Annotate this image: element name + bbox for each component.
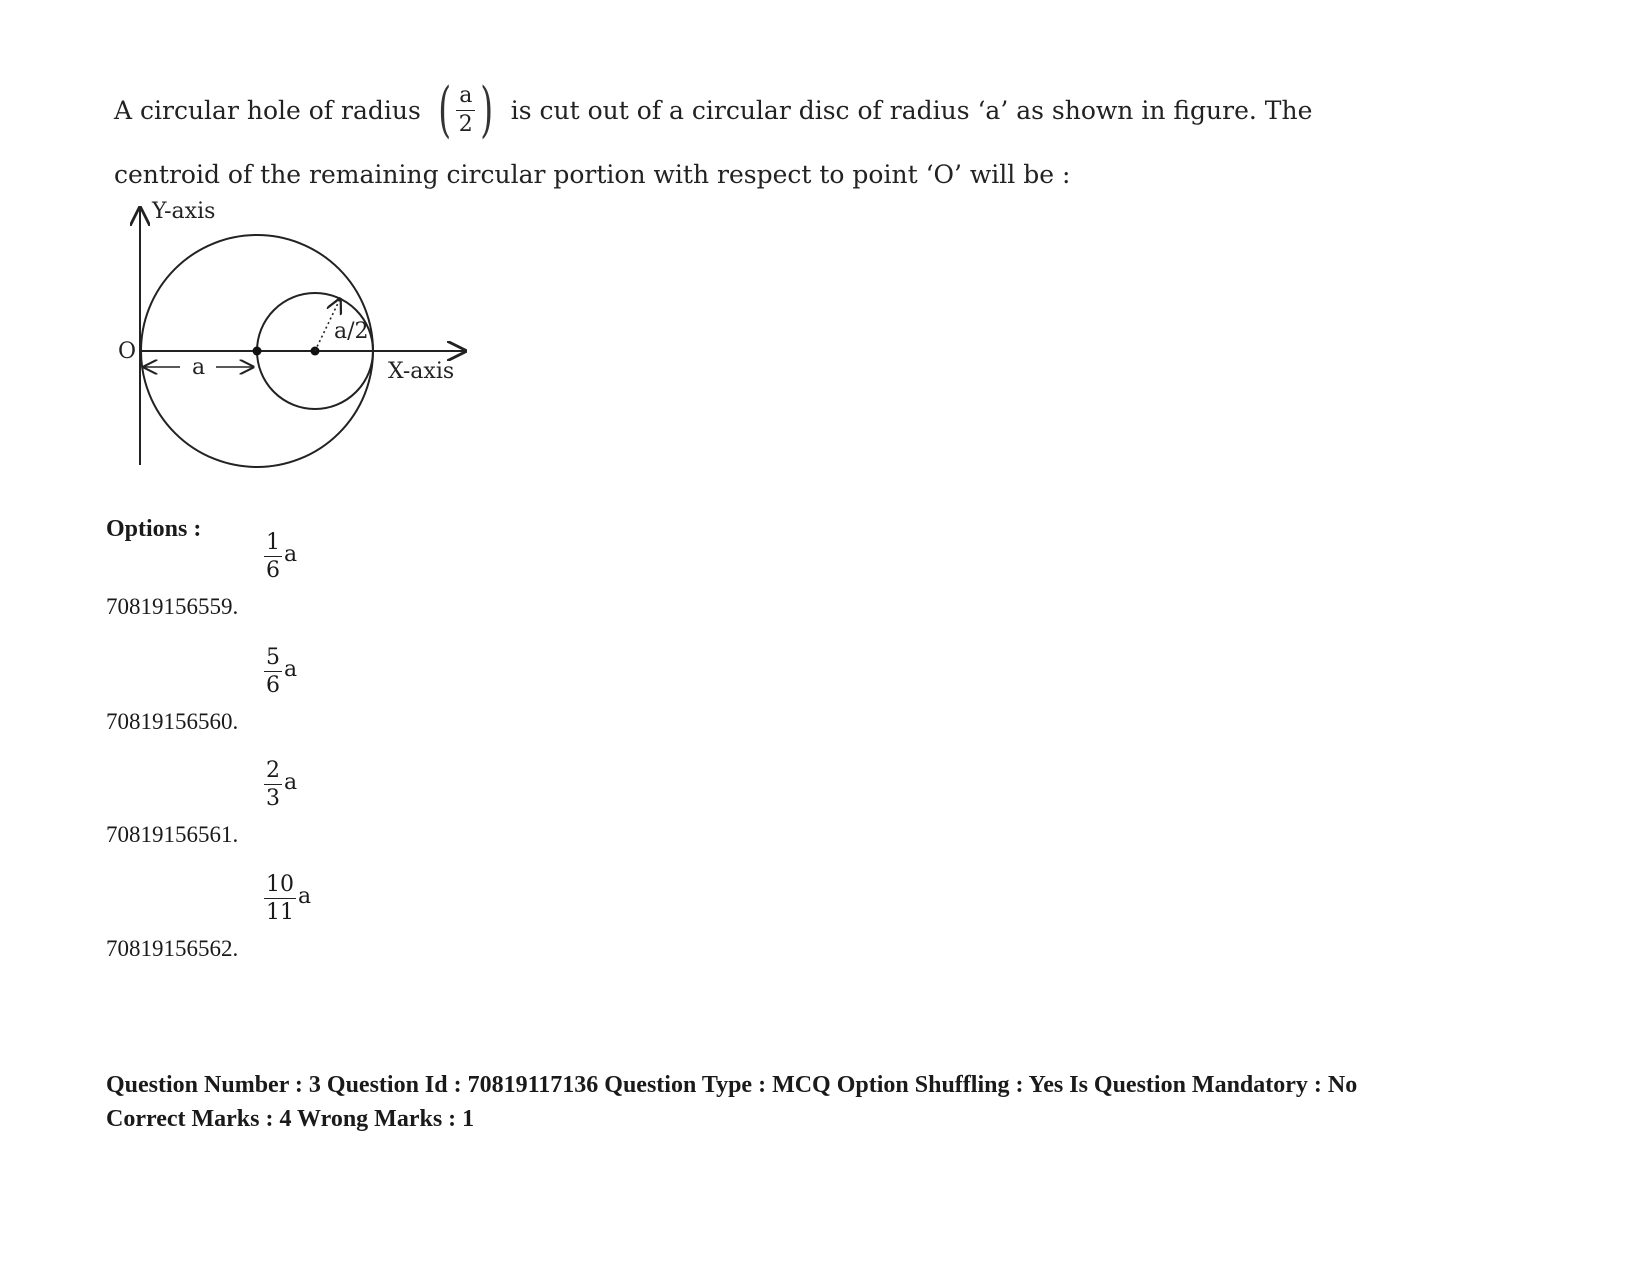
radius-denominator: 2 — [458, 111, 473, 137]
hole-radius-label: a/2 — [334, 319, 369, 344]
option-expression — [264, 530, 297, 584]
option-numerator: 5 — [264, 645, 282, 672]
option-variable: a — [298, 884, 312, 910]
option-denominator: 6 — [266, 558, 280, 584]
option-fraction — [264, 872, 296, 926]
option-numerator: 10 — [264, 872, 296, 899]
option-fraction — [264, 645, 282, 699]
option-numerator: 1 — [264, 530, 282, 557]
disc-figure — [110, 200, 510, 500]
option-id: 70819156560. — [106, 709, 239, 734]
option-expression — [264, 758, 297, 812]
question-text-before: A circular hole of radius — [114, 95, 421, 125]
disc-diagram — [110, 200, 510, 500]
y-axis-label: Y-axis — [152, 199, 216, 224]
radius-fraction-body — [456, 84, 475, 135]
question-line-1 — [114, 72, 1414, 148]
option-4[interactable] — [106, 872, 606, 962]
radius-fraction — [433, 75, 499, 145]
option-id: 70819156562. — [106, 936, 239, 961]
question-meta — [106, 1068, 1357, 1136]
question-line-2: centroid of the remaining circular portion with respect to point ‘O’ will be : — [114, 160, 1071, 189]
right-paren: ) — [480, 75, 494, 145]
option-expression — [264, 645, 297, 699]
options-label: Options : — [106, 516, 202, 542]
option-2[interactable] — [106, 645, 606, 735]
question-text-after: is cut out of a circular disc of radius ‘a’ as shown in figure. The — [510, 95, 1313, 125]
option-variable: a — [284, 770, 298, 796]
origin-label: O — [118, 339, 137, 364]
x-axis-label: X-axis — [388, 359, 455, 384]
question-meta-line-1: Question Number : 3 Question Id : 70819117136 Question Type : MCQ Option Shuffling : Yes Is Question Mandatory : No — [106, 1072, 1358, 1098]
option-denominator: 3 — [266, 786, 280, 812]
left-paren: ( — [438, 75, 451, 145]
distance-label: a — [192, 355, 206, 380]
option-expression — [264, 872, 311, 926]
option-denominator: 11 — [266, 900, 294, 926]
option-numerator: 2 — [264, 758, 282, 785]
option-3[interactable] — [106, 758, 606, 848]
option-id: 70819156559. — [106, 594, 239, 619]
option-fraction — [264, 530, 282, 584]
option-1[interactable] — [106, 530, 606, 620]
radius-numerator: a — [456, 84, 475, 110]
option-denominator: 6 — [266, 673, 280, 699]
option-fraction — [264, 758, 282, 812]
option-variable: a — [284, 657, 298, 683]
disc-center-dot — [253, 347, 262, 356]
question-text — [114, 72, 1414, 189]
option-id: 70819156561. — [106, 822, 239, 847]
question-meta-line-2: Correct Marks : 4 Wrong Marks : 1 — [106, 1106, 475, 1132]
option-variable: a — [284, 542, 298, 568]
